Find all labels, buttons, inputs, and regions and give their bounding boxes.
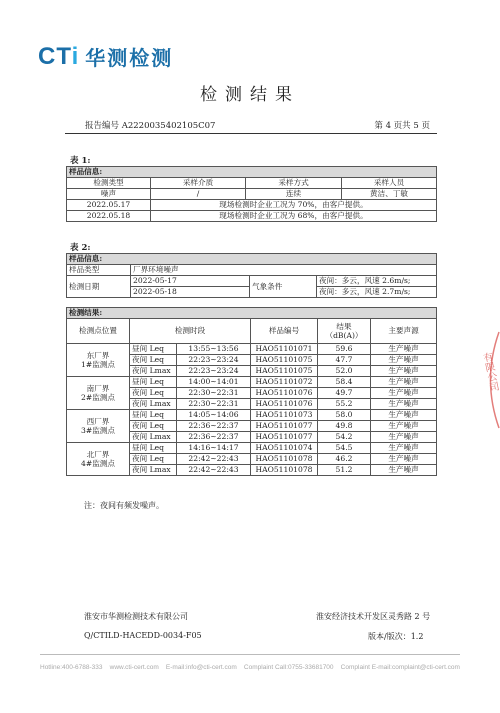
noise-source: 生产噪声 xyxy=(371,388,437,399)
period-label: 夜间 Leq xyxy=(130,454,177,465)
noise-source: 生产噪声 xyxy=(371,366,437,377)
date-label: 检测日期 xyxy=(67,276,131,298)
svg-text:有限公司: 有限公司 xyxy=(479,351,499,393)
company-logo xyxy=(38,42,173,71)
table-row xyxy=(67,344,437,355)
weather-value: 夜间：多云，风速 2.7m/s; xyxy=(317,287,437,298)
monitoring-point xyxy=(67,344,130,377)
weather-value: 夜间：多云，风速 2.6m/s; xyxy=(317,276,437,287)
time-range: 22:23~23:24 xyxy=(177,355,251,366)
section-header: 检测结果: xyxy=(67,308,437,319)
noise-source: 生产噪声 xyxy=(371,421,437,432)
column-header: 采样介质 xyxy=(151,178,246,189)
company-seal xyxy=(478,330,500,430)
table-row xyxy=(67,377,437,388)
time-range: 22:36~22:37 xyxy=(177,421,251,432)
table-cell: 黄洁、丁敏 xyxy=(342,189,437,200)
complaint-call: Complaint Call:0755-33681700 xyxy=(243,664,334,671)
sample-id: HAO51101078 xyxy=(251,454,318,465)
email: E-mail:info@cti-cert.com xyxy=(165,664,237,671)
section-header: 样品信息: xyxy=(67,254,437,265)
time-range: 22:23~23:24 xyxy=(177,366,251,377)
footer-contacts xyxy=(40,664,460,671)
period-label: 夜间 Lmax xyxy=(130,366,177,377)
column-header: 采样人员 xyxy=(342,178,437,189)
point-location: 北厂界 xyxy=(86,449,110,459)
result-value: 46.2 xyxy=(318,454,371,465)
noise-source: 生产噪声 xyxy=(371,355,437,366)
table-note: 注：夜间有频发噪声。 xyxy=(84,501,164,510)
point-id: 4#监测点 xyxy=(81,459,115,468)
table1-label: 表 1: xyxy=(70,156,91,166)
column-header: 采样方式 xyxy=(246,178,342,189)
note-date: 2022.05.17 xyxy=(67,200,151,211)
table2-label: 表 2: xyxy=(70,243,91,253)
period-label: 昼间 Leq xyxy=(130,344,177,355)
point-location: 西厂界 xyxy=(86,416,110,426)
noise-source: 生产噪声 xyxy=(371,443,437,454)
date-value: 2022-05-17 xyxy=(131,276,250,287)
sample-type-label: 样品类型 xyxy=(67,265,131,276)
period-label: 夜间 Lmax xyxy=(130,432,177,443)
sample-id: HAO51101078 xyxy=(251,465,318,476)
sample-id: HAO51101075 xyxy=(251,366,318,377)
point-location: 东厂界 xyxy=(86,350,110,360)
period-label: 夜间 Leq xyxy=(130,421,177,432)
result-value: 51.2 xyxy=(318,465,371,476)
time-range: 13:55~13:56 xyxy=(177,344,251,355)
time-range: 14:16~14:17 xyxy=(177,443,251,454)
time-range: 14:05~14:06 xyxy=(177,410,251,421)
logo-mark: CTi xyxy=(38,42,80,70)
result-value: 52.0 xyxy=(318,366,371,377)
document-code: Q/CTILD-HACEDD-0034-F05 xyxy=(84,631,202,640)
weather-label: 气象条件 xyxy=(250,276,317,298)
report-number: 报告编号 A2220035402105C07 xyxy=(85,121,216,131)
page-number: 第 4 页共 5 页 xyxy=(374,121,430,131)
point-id: 1#监测点 xyxy=(81,360,115,369)
point-id: 2#监测点 xyxy=(81,393,115,402)
time-range: 22:42~22:43 xyxy=(177,454,251,465)
monitoring-point xyxy=(67,410,130,443)
date-value: 2022-05-18 xyxy=(131,287,250,298)
noise-source: 生产噪声 xyxy=(371,465,437,476)
period-label: 昼间 Leq xyxy=(130,443,177,454)
point-location: 南厂界 xyxy=(86,383,110,393)
result-value: 54.2 xyxy=(318,432,371,443)
page-title: 检测结果 xyxy=(200,85,300,105)
noise-source: 生产噪声 xyxy=(371,399,437,410)
table-row xyxy=(67,443,437,454)
column-header: 检测时段 xyxy=(130,319,251,344)
period-label: 夜间 Lmax xyxy=(130,399,177,410)
table-cell: 连续 xyxy=(246,189,342,200)
sample-id: HAO51101075 xyxy=(251,355,318,366)
period-label: 夜间 Leq xyxy=(130,388,177,399)
point-id: 3#监测点 xyxy=(81,426,115,435)
result-value: 59.6 xyxy=(318,344,371,355)
sample-id: HAO51101072 xyxy=(251,377,318,388)
note-date: 2022.05.18 xyxy=(67,211,151,222)
noise-source: 生产噪声 xyxy=(371,454,437,465)
noise-source: 生产噪声 xyxy=(371,432,437,443)
period-label: 昼间 Leq xyxy=(130,410,177,421)
complaint-email: Complaint E-mail:complaint@cti-cert.com xyxy=(340,664,460,671)
time-range: 14:00~14:01 xyxy=(177,377,251,388)
sample-info-table xyxy=(66,166,437,222)
time-range: 22:36~22:37 xyxy=(177,432,251,443)
period-label: 夜间 Lmax xyxy=(130,465,177,476)
column-header: 结果 （dB(A)） xyxy=(318,319,371,344)
table-cell: 噪声 xyxy=(67,189,151,200)
monitoring-point xyxy=(67,377,130,410)
version-info: 版本/版次：1.2 xyxy=(368,632,424,641)
noise-source: 生产噪声 xyxy=(371,377,437,388)
result-value: 58.0 xyxy=(318,410,371,421)
monitoring-point xyxy=(67,443,130,476)
sample-id: HAO51101076 xyxy=(251,388,318,399)
sample-id: HAO51101071 xyxy=(251,344,318,355)
company-name: 淮安市华测检测技术有限公司 xyxy=(84,612,188,621)
sample-type-table xyxy=(66,253,437,298)
table-row xyxy=(67,410,437,421)
note-text: 现场检测时企业工况为 68%，由客户提供。 xyxy=(151,211,437,222)
sample-id: HAO51101074 xyxy=(251,443,318,454)
noise-source: 生产噪声 xyxy=(371,410,437,421)
column-header: 检测类型 xyxy=(67,178,151,189)
sample-id: HAO51101077 xyxy=(251,421,318,432)
time-range: 22:30~22:31 xyxy=(177,388,251,399)
result-value: 47.7 xyxy=(318,355,371,366)
period-label: 夜间 Leq xyxy=(130,355,177,366)
result-value: 58.4 xyxy=(318,377,371,388)
table-cell: / xyxy=(151,189,246,200)
header-divider xyxy=(65,133,437,134)
note-text: 现场检测时企业工况为 70%，由客户提供。 xyxy=(151,200,437,211)
column-header: 主要声源 xyxy=(371,319,437,344)
sample-type-value: 厂界环境噪声 xyxy=(131,265,437,276)
period-label: 昼间 Leq xyxy=(130,377,177,388)
results-table xyxy=(66,307,437,476)
result-value: 49.8 xyxy=(318,421,371,432)
result-value: 54.5 xyxy=(318,443,371,454)
company-address: 淮安经济技术开发区灵秀路 2 号 xyxy=(316,612,431,621)
result-value: 49.7 xyxy=(318,388,371,399)
time-range: 22:30~22:31 xyxy=(177,399,251,410)
sample-id: HAO51101073 xyxy=(251,410,318,421)
section-header: 样品信息: xyxy=(67,167,437,178)
hotline: Hotline:400-6788-333 xyxy=(40,664,103,671)
column-header: 样品编号 xyxy=(251,319,318,344)
noise-source: 生产噪声 xyxy=(371,344,437,355)
column-header: 检测点位置 xyxy=(67,319,130,344)
footer-divider xyxy=(40,654,460,655)
sample-id: HAO51101076 xyxy=(251,399,318,410)
result-value: 55.2 xyxy=(318,399,371,410)
website: www.cti-cert.com xyxy=(109,664,159,671)
logo-text: 华测检测 xyxy=(85,46,174,70)
time-range: 22:42~22:43 xyxy=(177,465,251,476)
sample-id: HAO51101077 xyxy=(251,432,318,443)
